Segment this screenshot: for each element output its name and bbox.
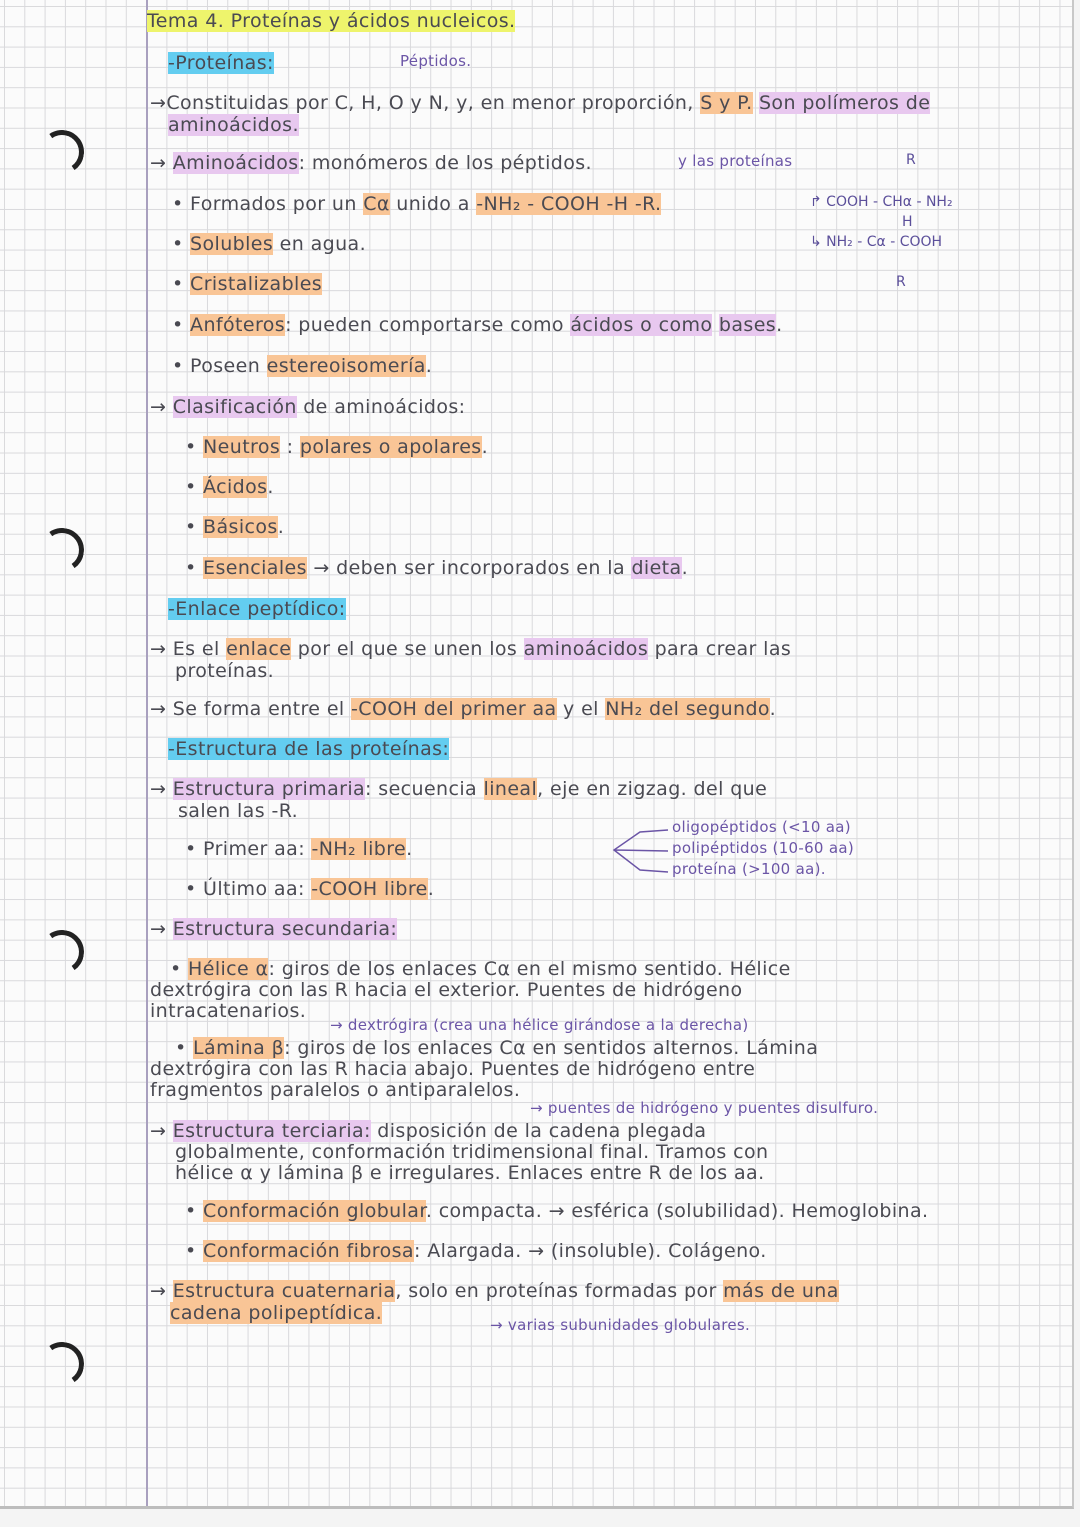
- highlighted-text: Conformación globular: [203, 1200, 426, 1222]
- chem-row-1: ↱ COOH - CHα - NH₂: [810, 194, 953, 210]
- note-text: → Es el: [150, 638, 227, 660]
- classification-item: oligopéptidos (<10 aa): [672, 818, 851, 836]
- note-text: • Formados por un: [172, 193, 364, 215]
- highlighted-text: Clasificación: [172, 396, 297, 418]
- note-line: [150, 778, 767, 800]
- note-text: .: [267, 476, 274, 498]
- highlighted-text: aminoácidos: [523, 638, 649, 660]
- note-text: →: [150, 778, 173, 800]
- note-text: • Poseen: [172, 355, 267, 377]
- highlighted-text: cadena polipeptídica.: [170, 1302, 383, 1324]
- note-line: [150, 1280, 839, 1302]
- note-text: •: [175, 1037, 194, 1059]
- note-text: .: [427, 878, 435, 900]
- highlighted-text: -NH₂ - COOH -H -R.: [476, 193, 662, 215]
- note-text: salen las -R.: [178, 800, 299, 822]
- note-text: →Constituidas por: [150, 92, 335, 114]
- note-line: [175, 1141, 768, 1163]
- note-text: para crear las: [648, 638, 792, 660]
- note-line: [150, 1058, 755, 1080]
- classification-item: proteína (>100 aa).: [672, 860, 826, 878]
- note-text: , solo en proteínas formadas por: [395, 1280, 724, 1302]
- note-line: [172, 314, 783, 336]
- note-line: [172, 233, 366, 255]
- note-text: .: [406, 838, 413, 860]
- note-line: [150, 152, 592, 174]
- margin-line: [146, 0, 148, 1506]
- note-text: en agua.: [273, 233, 367, 255]
- note-text: hélice α y lámina β e irregulares. Enlaces entre R de los aa.: [175, 1162, 765, 1184]
- note-text: :: [280, 436, 300, 458]
- note-text: : Alargada. → (insoluble). Colágeno.: [413, 1240, 767, 1262]
- note-line: [168, 738, 449, 760]
- note-text: →: [150, 1280, 173, 1302]
- highlighted-text: estereoisomería: [266, 355, 426, 377]
- highlighted-text: Neutros: [203, 436, 281, 458]
- note-text: •: [185, 436, 204, 458]
- note-text: unido a: [389, 193, 477, 215]
- note-line: [150, 698, 776, 720]
- note-text: •: [185, 1200, 204, 1222]
- highlighted-text: Son polímeros de: [758, 92, 931, 114]
- note-line: [172, 273, 322, 295]
- highlighted-text: NH₂ del segundo: [605, 698, 770, 720]
- highlighted-text: Estructura secundaria:: [172, 918, 398, 940]
- note-text: : giros de los enlaces Cα en el mismo sentido. Hélice: [268, 958, 791, 980]
- note-line: [178, 800, 298, 822]
- note-line: [168, 598, 346, 620]
- highlighted-text: Básicos: [203, 516, 278, 538]
- note-text: globalmente, conformación tridimensional final. Tramos con: [175, 1141, 769, 1163]
- note-text: •: [170, 958, 189, 980]
- chem-r-bottom: R: [896, 274, 906, 290]
- highlighted-text: aminoácidos.: [168, 114, 299, 136]
- note-text: [712, 314, 718, 336]
- note-text: .: [425, 355, 433, 377]
- note-line: [185, 878, 434, 900]
- note-text: •: [172, 233, 191, 255]
- highlighted-text: Lámina β: [193, 1037, 285, 1059]
- note-text: →: [150, 152, 173, 174]
- note-text: •: [185, 516, 204, 538]
- annotation-puentes: → puentes de hidrógeno y puentes disulfuro.: [530, 1099, 879, 1117]
- note-text: por el que se unen los: [291, 638, 524, 660]
- note-line: [185, 1240, 767, 1262]
- note-text: fragmentos paralelos o antiparalelos.: [150, 1079, 521, 1101]
- classification-brace-icon: [610, 826, 670, 876]
- highlighted-text: Ácidos: [203, 476, 268, 498]
- note-line: [150, 1000, 306, 1022]
- highlighted-text: Cristalizables: [190, 273, 323, 295]
- note-text: .: [776, 314, 783, 336]
- chem-r-top: R: [906, 152, 916, 168]
- note-line: [185, 436, 488, 458]
- note-text: dextrógira con las R hacia el exterior. Puentes de hidrógeno: [150, 979, 743, 1001]
- note-line: [150, 979, 743, 1001]
- note-text: de aminoácidos:: [296, 396, 466, 418]
- highlighted-text: Tema 4. Proteínas y ácidos nucleicos.: [147, 10, 516, 32]
- highlighted-text: Hélice α: [188, 958, 269, 980]
- highlighted-text: S y P.: [700, 92, 753, 114]
- note-text: • Último aa:: [185, 878, 312, 900]
- chem-row-2: ↳ NH₂ - Cα - COOH: [810, 234, 943, 250]
- note-text: : giros de los enlaces Cα en sentidos alternos. Lámina: [284, 1037, 819, 1059]
- note-line: [172, 193, 661, 215]
- note-line: [150, 92, 930, 114]
- classification-item: polipéptidos (10-60 aa): [672, 839, 854, 857]
- note-text: . compacta. → esférica (solubilidad). Hemoglobina.: [425, 1200, 929, 1222]
- highlighted-text: Anfóteros: [190, 314, 286, 336]
- note-line: [170, 958, 791, 980]
- note-line: [172, 355, 432, 377]
- note-text: .: [681, 557, 689, 579]
- note-line: [150, 396, 465, 418]
- highlighted-text: dieta: [631, 557, 682, 579]
- note-text: →: [150, 1120, 173, 1142]
- highlighted-text: Solubles: [190, 233, 274, 255]
- note-text: intracatenarios.: [150, 1000, 307, 1022]
- note-text: y el: [556, 698, 606, 720]
- annotation-peptidos: Péptidos.: [400, 52, 472, 70]
- note-text: •: [185, 476, 204, 498]
- note-text: C, H, O y N, y: [334, 92, 468, 114]
- note-text: proteínas.: [175, 660, 275, 682]
- note-line: [175, 1037, 818, 1059]
- annotation-proteinas: y las proteínas: [678, 152, 793, 170]
- note-line: [150, 1079, 520, 1101]
- binder-hole: [37, 927, 88, 978]
- highlighted-text: más de una: [723, 1280, 839, 1302]
- note-text: →: [150, 396, 173, 418]
- note-line: [175, 660, 274, 682]
- highlighted-text: ácidos o como: [570, 314, 713, 336]
- note-text: • Primer aa:: [185, 838, 312, 860]
- note-text: •: [185, 1240, 204, 1262]
- highlighted-text: bases: [718, 314, 777, 336]
- chem-h: H: [902, 214, 913, 230]
- highlighted-text: -Estructura de las proteínas:: [168, 738, 450, 760]
- note-line: [185, 476, 274, 498]
- highlighted-text: -Enlace peptídico:: [168, 598, 346, 620]
- note-text: .: [277, 516, 285, 538]
- note-text: [753, 92, 759, 114]
- highlighted-text: Estructura cuaternaria: [172, 1280, 396, 1302]
- highlighted-text: Aminoácidos: [172, 152, 299, 174]
- note-text: : pueden comportarse como: [285, 314, 571, 336]
- note-line: [185, 516, 284, 538]
- note-text: dextrógira con las R hacia abajo. Puentes de hidrógeno entre: [150, 1058, 756, 1080]
- note-line: [168, 114, 299, 136]
- note-line: [175, 1162, 765, 1184]
- note-text: •: [172, 273, 191, 295]
- note-text: , en menor proporción,: [467, 92, 701, 114]
- note-text: : monómeros de los péptidos.: [298, 152, 592, 174]
- binder-hole: [37, 1339, 88, 1390]
- highlighted-text: -Proteínas:: [168, 52, 274, 74]
- note-text: → deben ser incorporados en la: [306, 557, 632, 579]
- note-line: [170, 1302, 382, 1324]
- highlighted-text: enlace: [226, 638, 292, 660]
- note-line: [150, 1120, 706, 1142]
- note-line: [150, 638, 791, 660]
- note-text: : secuencia: [365, 778, 484, 800]
- note-text: → Se forma entre el: [150, 698, 352, 720]
- note-line: [185, 838, 413, 860]
- note-line: [150, 918, 397, 940]
- binder-hole: [37, 127, 88, 178]
- highlighted-text: -COOH del primer aa: [351, 698, 557, 720]
- note-text: •: [185, 557, 204, 579]
- note-text: .: [769, 698, 777, 720]
- annotation-dextrogira: → dextrógira (crea una hélice girándose a la derecha): [330, 1016, 749, 1034]
- highlighted-text: -COOH libre: [311, 878, 428, 900]
- note-line: [147, 10, 515, 32]
- note-line: [185, 557, 688, 579]
- note-text: •: [172, 314, 191, 336]
- highlighted-text: Esenciales: [203, 557, 307, 579]
- highlighted-text: Cα: [363, 193, 390, 215]
- note-line: [185, 1200, 929, 1222]
- highlighted-text: -NH₂ libre: [311, 838, 407, 860]
- note-text: .: [481, 436, 489, 458]
- highlighted-text: Conformación fibrosa: [203, 1240, 414, 1262]
- note-text: , eje en zigzag. del que: [537, 778, 768, 800]
- highlighted-text: Estructura terciaria:: [172, 1120, 371, 1142]
- annotation-subunidades: → varias subunidades globulares.: [490, 1316, 751, 1334]
- note-text: disposición de la cadena plegada: [370, 1120, 707, 1142]
- note-line: [168, 52, 274, 74]
- binder-hole: [37, 525, 88, 576]
- highlighted-text: polares o apolares: [299, 436, 482, 458]
- note-text: →: [150, 918, 173, 940]
- highlighted-text: lineal: [483, 778, 538, 800]
- highlighted-text: Estructura primaria: [172, 778, 366, 800]
